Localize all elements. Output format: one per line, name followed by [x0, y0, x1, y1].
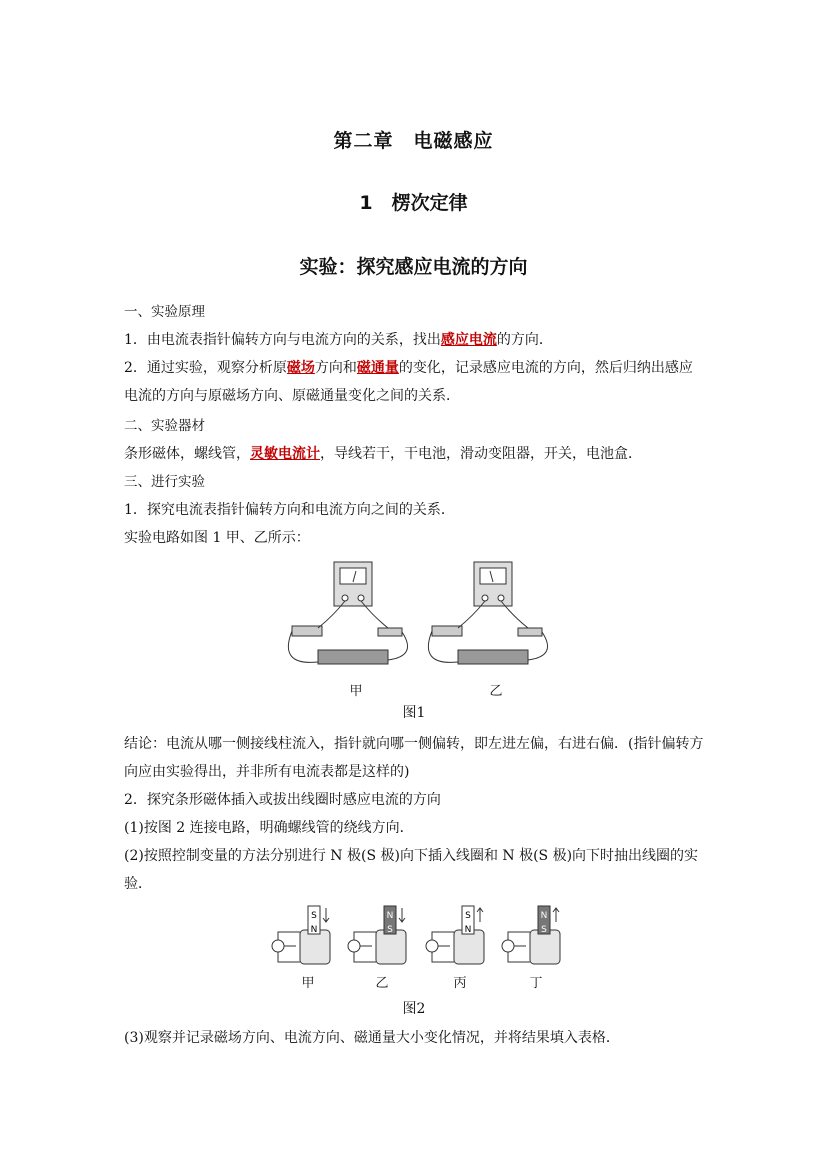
- text: 2．通过实验，观察分析原: [124, 360, 287, 376]
- figure-2-label-4: 丁: [529, 976, 543, 991]
- switch-icon: [378, 628, 402, 636]
- arrow-up-icon: [477, 908, 483, 922]
- figure-1-label-right: 乙: [489, 684, 503, 699]
- procedure-step-1: 1．探究电流表指针偏转方向和电流方向之间的关系．: [124, 502, 455, 518]
- magnet-bottom-pole: S: [387, 925, 393, 935]
- substep-3: (3)观察并记录磁场方向、电流方向、磁通量大小变化情况，并将结果填入表格．: [124, 1030, 620, 1046]
- magnet-bottom-pole: N: [464, 925, 472, 935]
- coil-panel-1: [272, 906, 330, 964]
- coil-panel-3: [426, 906, 484, 964]
- galvanometer-icon: [502, 940, 514, 952]
- figure-2: [266, 902, 566, 972]
- galvanometer-icon: [426, 940, 438, 952]
- keyword-magnetic-field: 磁场: [286, 360, 315, 376]
- circuit-diagram-right: [428, 562, 547, 664]
- keyword-induced-current: 感应电流: [440, 332, 497, 348]
- solenoid-icon: [454, 930, 484, 964]
- procedure-heading: 三、进行实验: [124, 474, 205, 490]
- principle-item-1: [124, 326, 706, 354]
- arrow-up-icon: [553, 908, 559, 922]
- text: ，导线若干，干电池，滑动变阻器，开关，电池盒．: [320, 446, 642, 462]
- procedure-step-2: 2．探究条形磁体插入或拔出线圈时感应电流的方向: [124, 792, 441, 808]
- principle-heading: 一、实验原理: [124, 304, 205, 320]
- figure-1-label-left: 甲: [349, 684, 363, 699]
- equipment-heading: 二、实验器材: [124, 418, 205, 434]
- section-title: 1 楞次定律: [359, 192, 468, 214]
- figure-2-caption: 图2: [402, 1001, 426, 1017]
- circuit-intro: 实验电路如图 1 甲、乙所示：: [124, 530, 310, 546]
- figure-2-label-2: 乙: [375, 976, 389, 991]
- conclusion-text: 结论：电流从哪一侧接线柱流入，指针就向哪一侧偏转，即左进左偏，右进右偏．(指针偏转方向应由实验得出，并非所有电流表都是这样的): [124, 736, 704, 780]
- text: 1．由电流表指针偏转方向与电流方向的关系，找出: [124, 332, 441, 348]
- circuit-diagram-left: [288, 562, 407, 664]
- arrow-down-icon: [323, 908, 329, 922]
- magnet-top-pole: N: [386, 911, 394, 921]
- substep-2: (2)按照控制变量的方法分别进行 N 极(S 极)向下插入线圈和 N 极(S 极)向下时抽出线圈的实验．: [124, 848, 699, 892]
- figure-2-label-3: 丙: [453, 976, 467, 991]
- rheostat-icon: [458, 650, 528, 664]
- principle-item-2: [124, 354, 706, 410]
- arrow-down-icon: [399, 908, 405, 922]
- solenoid-icon: [530, 930, 560, 964]
- substep-1: (1)按图 2 连接电路，明确螺线管的绕线方向．: [124, 820, 414, 836]
- equipment-list: [124, 440, 706, 468]
- magnet-top-pole: N: [540, 911, 548, 921]
- solenoid-icon: [300, 930, 330, 964]
- coil-panel-4: [502, 906, 560, 964]
- text: 的方向．: [496, 332, 553, 348]
- magnet-top-pole: S: [465, 911, 471, 921]
- magnet-bottom-pole: N: [310, 925, 318, 935]
- battery-icon: [292, 626, 322, 636]
- text: 条形磁体，螺线管，: [124, 446, 250, 462]
- figure-1-caption: 图1: [402, 705, 426, 721]
- text: 的变化，记录感应电流的方向，然后归纳出感应电流的方向与原磁场方向、原磁通量变化之间的关系．: [124, 360, 693, 404]
- galvanometer-icon: [348, 940, 360, 952]
- keyword-galvanometer: 灵敏电流计: [250, 446, 320, 462]
- keyword-magnetic-flux: 磁通量: [356, 360, 399, 376]
- text: 方向和: [314, 360, 357, 376]
- galvanometer-icon: [272, 940, 284, 952]
- figure-2-label-1: 甲: [301, 976, 315, 991]
- figure-1: [278, 556, 553, 696]
- battery-icon: [432, 626, 462, 636]
- chapter-title: 第二章 电磁感应: [333, 130, 494, 152]
- switch-icon: [518, 628, 542, 636]
- magnet-bottom-pole: S: [541, 925, 547, 935]
- solenoid-icon: [376, 930, 406, 964]
- magnet-top-pole: S: [311, 911, 317, 921]
- coil-panel-2: [348, 906, 406, 964]
- experiment-title: 实验：探究感应电流的方向: [299, 256, 528, 278]
- rheostat-icon: [318, 650, 388, 664]
